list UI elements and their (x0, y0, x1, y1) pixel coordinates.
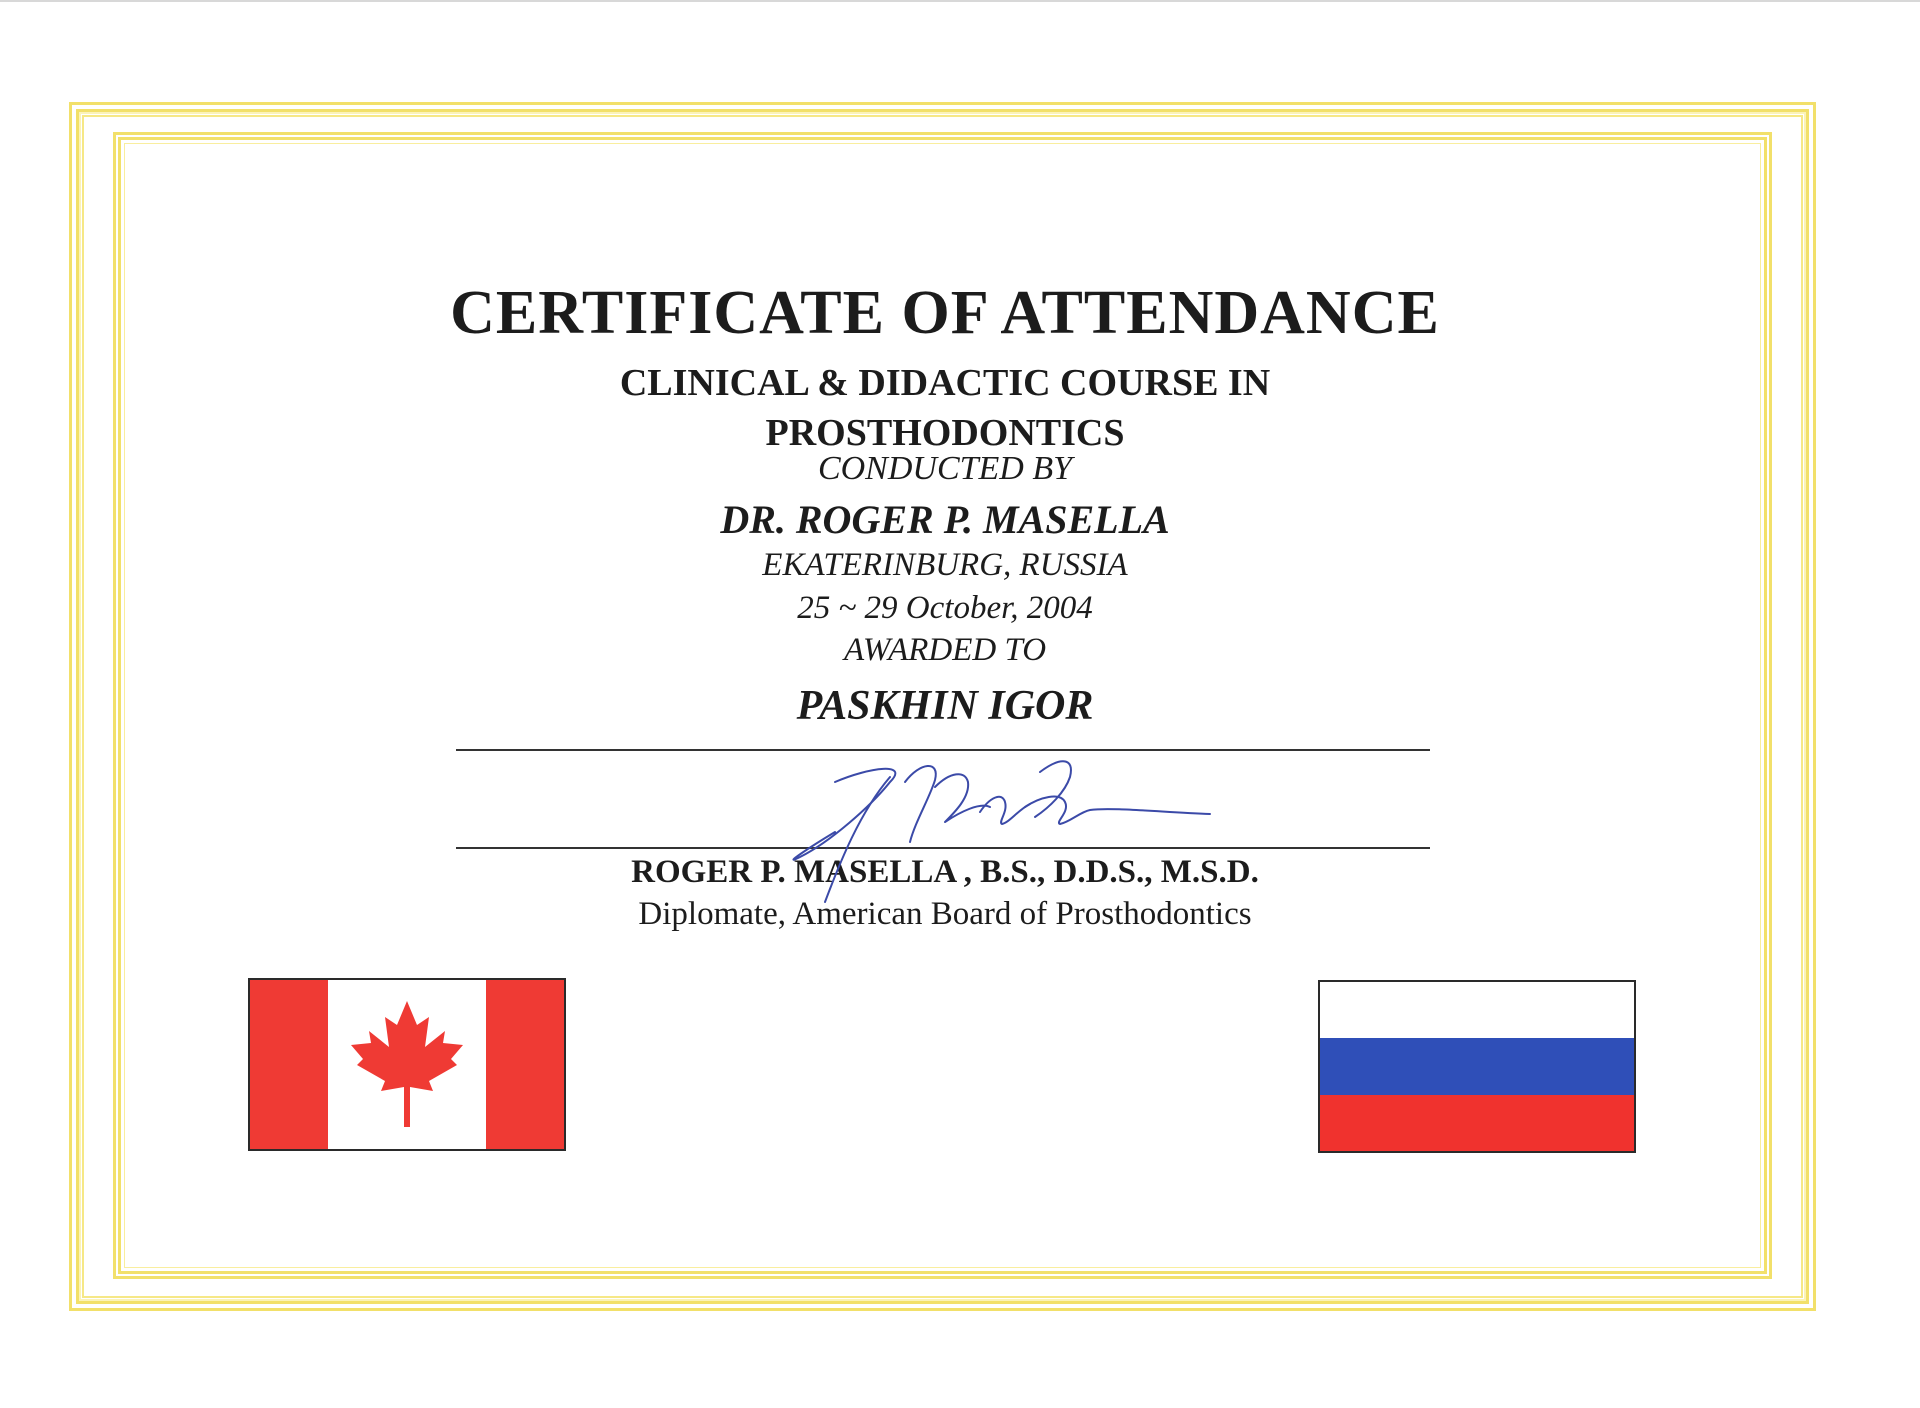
course-location: EKATERINBURG, RUSSIA (762, 547, 1128, 583)
divider-line (456, 749, 1430, 751)
course-name (300, 358, 1590, 458)
canada-flag-left-band (250, 980, 328, 1149)
canada-flag (248, 978, 566, 1151)
russia-flag-blue-stripe (1320, 1038, 1634, 1094)
course-line-2: PROSTHODONTICS (765, 412, 1125, 454)
signatory-name: ROGER P. MASELLA , B.S., D.D.S., M.S.D. (631, 854, 1259, 890)
canada-flag-center (328, 980, 486, 1149)
russia-flag-white-stripe (1320, 982, 1634, 1038)
recipient-name: PASKHIN IGOR (796, 683, 1094, 729)
instructor-name: DR. ROGER P. MASELLA (720, 497, 1170, 542)
awarded-to-label: AWARDED TO (843, 632, 1047, 668)
canada-flag-right-band (486, 980, 564, 1149)
signatory-credential: Diplomate, American Board of Prosthodontics (638, 896, 1252, 932)
handwritten-signature (740, 752, 1240, 912)
course-line-1: CLINICAL & DIDACTIC COURSE IN (619, 362, 1271, 404)
russia-flag (1318, 980, 1636, 1153)
certificate-title: CERTIFICATE OF ATTENDANCE (450, 279, 1440, 347)
scan-edge (0, 0, 1920, 2)
course-dates: 25 ~ 29 October, 2004 (797, 590, 1093, 626)
russia-flag-red-stripe (1320, 1095, 1634, 1151)
maple-leaf-icon (347, 995, 467, 1135)
conducted-by-label: CONDUCTED BY (817, 450, 1073, 487)
